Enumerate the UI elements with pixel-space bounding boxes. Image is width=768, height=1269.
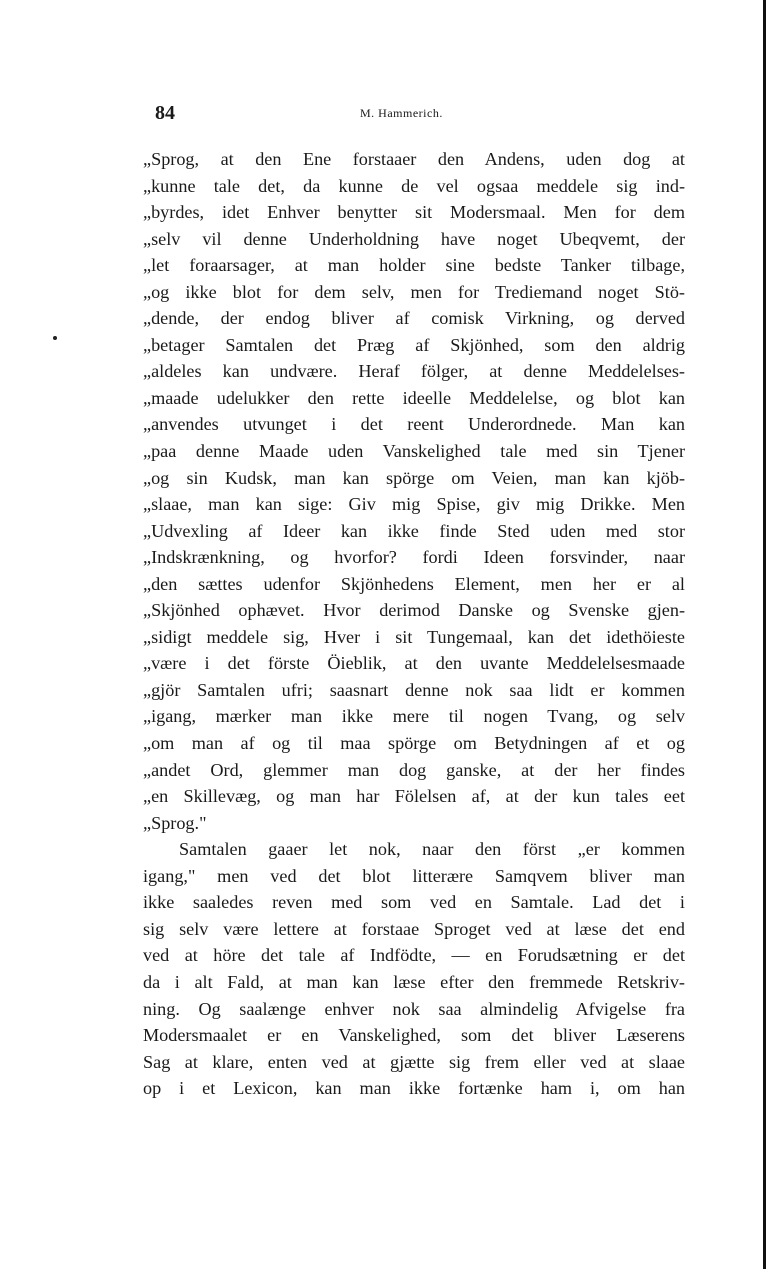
ink-speck [53, 336, 57, 340]
body-text [143, 146, 685, 1102]
text-line: ikke saaledes reven med som ved en Samtale. Lad det i [143, 892, 685, 913]
page-edge [763, 0, 766, 1269]
text-line: „selv vil denne Underholdning have noget Ubeqvemt, der [143, 228, 685, 249]
text-line: „Sprog." [143, 812, 207, 833]
text-line: op i et Lexicon, kan man ikke fortænke ham i, om han [143, 1078, 685, 1099]
quoted-passage [143, 146, 685, 836]
text-line: „gjör Samtalen ufri; saasnart denne nok saa lidt er kommen [143, 679, 685, 700]
text-line: „Sprog, at den Ene forstaaer den Andens, uden dog at [143, 149, 685, 169]
text-line: „og ikke blot for dem selv, men for Trediemand noget Stö- [143, 281, 685, 302]
page-number: 84 [155, 102, 175, 124]
text-line: ved at höre det tale af Indfödte, — en Forudsætning er det [143, 945, 685, 966]
text-line: „en Skillevæg, og man har Fölelsen af, at der kun tales eet [143, 786, 685, 807]
text-line: „være i det förste Öieblik, at den uvante Meddelelsesmaade [143, 653, 685, 674]
text-line: ning. Og saalænge enhver nok saa almindelig Afvigelse fra [143, 998, 685, 1019]
text-line: „den sættes udenfor Skjönhedens Element, men her er al [143, 573, 685, 594]
text-line: „byrdes, idet Enhver benytter sit Modersmaal. Men for dem [143, 202, 685, 223]
text-line: „maade udelukker den rette ideelle Meddelelse, og blot kan [143, 387, 685, 408]
text-line: „sidigt meddele sig, Hver i sit Tungemaal, kan det idethöieste [143, 626, 685, 647]
text-line: „betager Samtalen det Præg af Skjönhed, som den aldrig [143, 334, 685, 355]
text-line: „Udvexling af Ideer kan ikke finde Sted uden med stor [143, 520, 685, 541]
text-line: „dende, der endog bliver af comisk Virkning, og derved [143, 308, 685, 329]
page-header [143, 102, 685, 130]
text-line: „andet Ord, glemmer man dog ganske, at der her findes [143, 759, 685, 780]
text-line: da i alt Fald, at man kan læse efter den fremmede Retskriv- [143, 971, 685, 992]
running-head: M. Hammerich. [360, 106, 443, 120]
text-line: „aldeles kan undvære. Heraf fölger, at denne Meddelelses- [143, 361, 685, 382]
text-line: sig selv være lettere at forstaae Sproget ved at læse det end [143, 918, 685, 939]
text-line: „Indskrænkning, og hvorfor? fordi Ideen forsvinder, naar [143, 547, 685, 568]
text-line: „paa denne Maade uden Vanskelighed tale med sin Tjener [143, 441, 685, 462]
text-line: Samtalen gaaer let nok, naar den först „er kommen [179, 839, 685, 860]
text-line: Modersmaalet er en Vanskelighed, som det bliver Læserens [143, 1025, 685, 1046]
text-line: „anvendes utvunget i det reent Underordnede. Man kan [143, 414, 685, 435]
text-line: „igang, mærker man ikke mere til nogen Tvang, og selv [143, 706, 685, 727]
text-line: „slaae, man kan sige: Giv mig Spise, giv mig Drikke. Men [143, 494, 685, 515]
text-line: „kunne tale det, da kunne de vel ogsaa meddele sig ind- [143, 175, 685, 196]
paragraph [143, 836, 685, 1101]
text-line: „om man af og til maa spörge om Betydningen af et og [143, 733, 685, 754]
text-line: „Skjönhed ophævet. Hvor derimod Danske og Svenske gjen- [143, 600, 685, 621]
text-line: Sag at klare, enten ved at gjætte sig frem eller ved at slaae [143, 1051, 685, 1072]
text-line: igang," men ved det blot litterære Samqvem bliver man [143, 865, 685, 886]
text-line: „let foraarsager, at man holder sine bedste Tanker tilbage, [143, 255, 685, 276]
text-line: „og sin Kudsk, man kan spörge om Veien, man kan kjöb- [143, 467, 685, 488]
